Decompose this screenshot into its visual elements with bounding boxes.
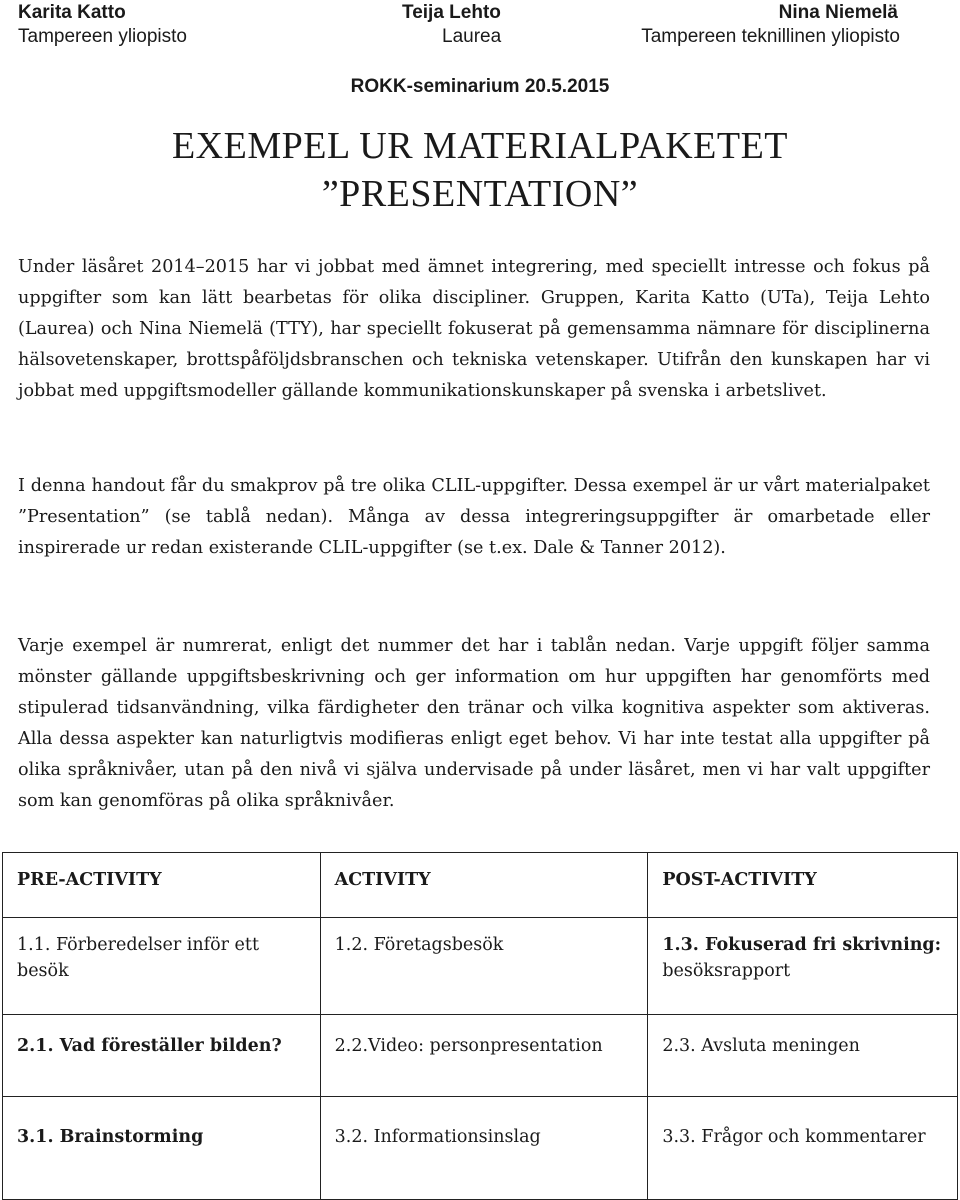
table-row	[3, 1015, 958, 1097]
header-pre-activity: PRE-ACTIVITY	[3, 853, 321, 918]
table-row	[3, 918, 958, 1015]
header-post-activity: POST-ACTIVITY	[648, 853, 958, 918]
page-subtitle: ”PRESENTATION”	[321, 173, 639, 215]
author-affiliation-1: Tampereen yliopisto	[18, 26, 187, 47]
cell-text: besöksrapport	[662, 961, 791, 981]
cell-bold-text: 1.3. Fokuserad fri skrivning:	[662, 935, 942, 955]
paragraph-intro: Under läsåret 2014–2015 har vi jobbat med ämnet integrering, med speciellt intresse och fokus på uppgifter som kan lätt bearbetas för olika discipliner. Gruppen, Karita Katto (UTa), Teija Lehto (Laurea) och Nina Niemelä (TTY), har speciellt fokuserat på gemensamma nämnare för disciplinerna hälsovetenskaper, brottspåföljdsbranschen och tekniska vetenskaper. Utifrån den kunskapen har vi jobbat med uppgiftsmodeller gällande kommunikationskunskaper på svenska i arbetslivet.	[18, 257, 930, 401]
cell-bold-text: 3.1. Brainstorming	[17, 1127, 204, 1147]
paragraph-structure: Varje exempel är numrerat, enligt det nummer det har i tablån nedan. Varje uppgift följer samma mönster gällande uppgiftsbeskrivning och ger information om hur uppgiften har genomförts med stipulerad tidsanvändning, vilka färdigheter den tränar och vilka kognitiva aspekter som aktiveras. Alla dessa aspekter kan naturligtvis modifieras enligt eget behov. Vi har inte testat alla uppgifter på olika språknivåer, utan på den nivå vi själva undervisade på under läsåret, men vi har valt uppgifter som kan genomföras på olika språknivåer.	[18, 636, 930, 811]
author-name-3: Nina Niemelä	[778, 2, 898, 23]
cell-text: 1.1. Förberedelser inför ett besök	[17, 935, 259, 981]
table-cell	[320, 1015, 648, 1097]
author-affiliation-2: Laurea	[442, 26, 502, 47]
table-cell	[3, 1015, 321, 1097]
header-activity: ACTIVITY	[320, 853, 648, 918]
seminar-line: ROKK-seminarium 20.5.2015	[350, 76, 610, 97]
table-cell	[3, 1097, 321, 1200]
table-cell	[648, 918, 958, 1015]
cell-text: 2.2.Video: personpresentation	[334, 1036, 603, 1056]
table-cell	[320, 918, 648, 1015]
cell-bold-text: 2.1. Vad föreställer bilden?	[17, 1036, 282, 1056]
table-row	[3, 1097, 958, 1200]
cell-text: 3.2. Informationsinslag	[334, 1127, 541, 1147]
table-cell	[648, 1097, 958, 1200]
cell-text: 3.3. Frågor och kommentarer	[662, 1127, 926, 1147]
author-name-2: Teija Lehto	[402, 2, 501, 23]
table-cell	[320, 1097, 648, 1200]
table-cell	[3, 918, 321, 1015]
paragraph-handout: I denna handout får du smakprov på tre olika CLIL-uppgifter. Dessa exempel är ur vårt materialpaket ”Presentation” (se tablå nedan). Många av dessa integreringsuppgifter är omarbetade eller inspirerade ur redan existerande CLIL-uppgifter (se t.ex. Dale & Tanner 2012).	[18, 476, 930, 558]
cell-text: 1.2. Företagsbesök	[334, 935, 504, 955]
author-affiliation-3: Tampereen teknillinen yliopisto	[641, 26, 900, 47]
cell-text: 2.3. Avsluta meningen	[662, 1036, 860, 1056]
author-name-1: Karita Katto	[18, 2, 126, 23]
table-header-row	[3, 853, 958, 918]
activity-table	[2, 852, 958, 1200]
page-title: EXEMPEL UR MATERIALPAKETET	[171, 125, 789, 167]
table-cell	[648, 1015, 958, 1097]
